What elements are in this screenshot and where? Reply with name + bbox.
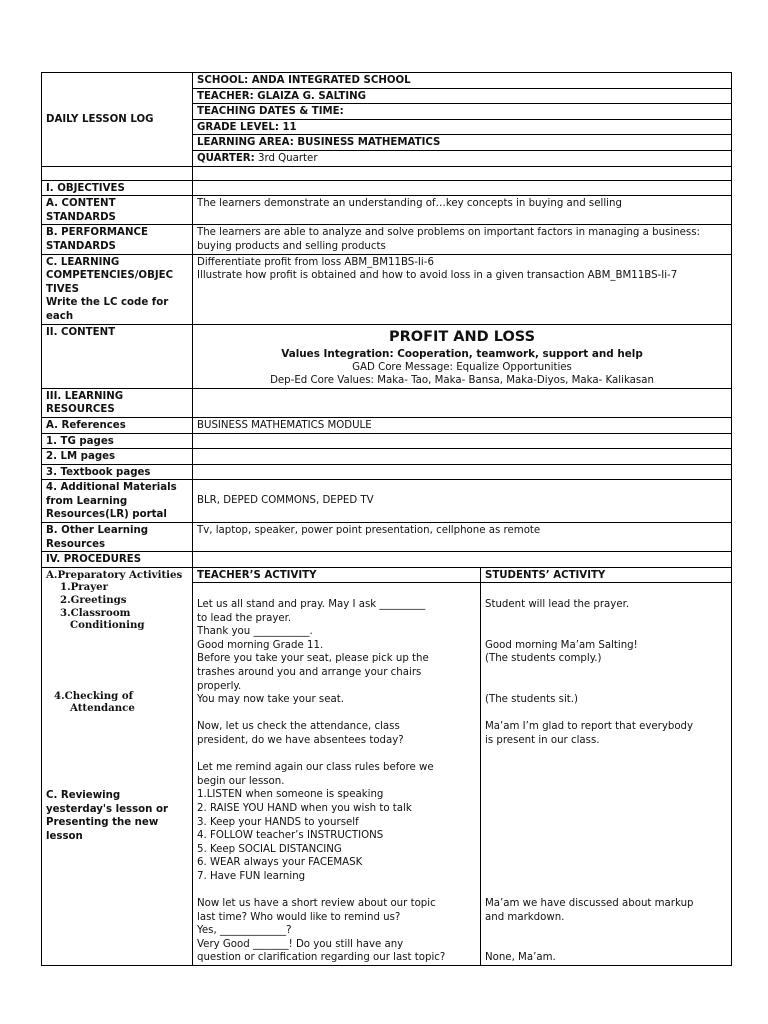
teacher-activity-line: 4. FOLLOW teacher’s INSTRUCTIONS [197, 830, 384, 842]
learning-resources-heading: III. LEARNING RESOURCES [42, 388, 193, 417]
learning-competencies-label [42, 254, 193, 324]
competency-item: Illustrate how profit is obtained and how to avoid loss in a given transaction ABM_BM11BS-Ii-7 [197, 270, 678, 282]
references-value: BUSINESS MATHEMATICS MODULE [193, 417, 732, 433]
quarter-label: QUARTER: [197, 152, 255, 164]
student-activity-line: Student will lead the prayer. [485, 599, 630, 611]
additional-materials-value: BLR, DEPED COMMONS, DEPED TV [193, 480, 732, 523]
other-resources-label: B. Other Learning Resources [42, 523, 193, 552]
blank-line [485, 680, 727, 694]
student-activity-line: Ma’am I’m glad to report that everybody [485, 721, 694, 733]
student-activity-line: None, Ma’am. [485, 952, 556, 964]
teacher-activity-line: You may now take your seat. [197, 694, 344, 706]
checking-attendance-step: 4.Checking of [54, 689, 134, 702]
lesson-title: PROFIT AND LOSS [388, 328, 536, 345]
learning-competencies-text [193, 254, 732, 324]
learning-area: LEARNING AREA: BUSINESS MATHEMATICS [193, 135, 732, 151]
competencies-code-note: Write the LC code for each [46, 297, 169, 322]
teacher-activity-line: Now, let us check the attendance, class [197, 721, 400, 733]
blank-line [197, 884, 476, 898]
additional-materials-label: 4. Additional Materials from Learning Resources(LR) portal [42, 480, 193, 523]
procedure-steps [42, 567, 193, 965]
teacher-name: TEACHER: GLAIZA G. SALTING [193, 88, 732, 104]
blank-line [485, 775, 727, 789]
student-activity-header: STUDENTS’ ACTIVITY [481, 567, 732, 583]
classroom-step: 3.Classroom [60, 606, 131, 619]
quarter-value: 3rd Quarter [254, 152, 318, 164]
blank-line [485, 707, 727, 721]
spacer-cell [193, 166, 732, 180]
student-activity-line: and markdown. [485, 911, 565, 923]
content-standards-text: The learners demonstrate an understanding of…key concepts in buying and selling [193, 196, 732, 225]
blank-line [485, 816, 727, 830]
competency-item: Differentiate profit from loss ABM_BM11BS-Ii-6 [197, 256, 434, 268]
lesson-log-document [41, 72, 731, 966]
objectives-heading: I. OBJECTIVES [42, 180, 193, 196]
blank-line [485, 843, 727, 857]
blank-line [485, 612, 727, 626]
teacher-activity-line: question or clarification regarding our last topic? [197, 952, 446, 964]
student-activity-line: (The students comply.) [485, 653, 602, 665]
reviewing-lesson-step: C. Reviewing yesterday's lesson or Presenting the new lesson [46, 790, 168, 842]
procedures-empty [193, 552, 732, 568]
greetings-step: 2.Greetings [60, 594, 127, 607]
teacher-activity-line: Very Good _______! Do you still have any [197, 938, 404, 950]
teacher-activity-header: TEACHER’S ACTIVITY [193, 567, 481, 583]
teacher-activity-line: 7. Have FUN learning [197, 870, 306, 882]
lesson-log-table [41, 72, 732, 966]
values-integration: Values Integration: Cooperation, teamwork, support and help [281, 347, 643, 360]
procedures-heading: IV. PROCEDURES [42, 552, 193, 568]
quarter [193, 150, 732, 166]
lm-pages-value [193, 449, 732, 465]
deped-core-values: Dep-Ed Core Values: Maka- Tao, Maka- Bansa, Maka-Diyos, Maka- Kalikasan [270, 375, 654, 387]
learning-resources-empty [193, 388, 732, 417]
teacher-activity-line: 2. RAISE YOU HAND when you wish to talk [197, 802, 412, 814]
daily-lesson-log-title: DAILY LESSON LOG [42, 73, 193, 167]
content-heading: II. CONTENT [42, 324, 193, 388]
tg-pages-value [193, 433, 732, 449]
objectives-empty [193, 180, 732, 196]
blank-line [485, 666, 727, 680]
student-activity-line: Good morning Ma’am Salting! [485, 639, 638, 651]
references-label: A. References [42, 417, 193, 433]
student-activity-column [481, 583, 732, 966]
blank-line [485, 761, 727, 775]
teacher-activity-line: 3. Keep your HANDS to yourself [197, 816, 359, 828]
blank-line [485, 938, 727, 952]
teacher-activity-line: Yes, _____________? [197, 925, 292, 937]
student-activity-line: is present in our class. [485, 734, 600, 746]
blank-line [197, 707, 476, 721]
student-activity-line: Ma’am we have discussed about markup [485, 898, 694, 910]
teacher-activity-line: trashes around you and arrange your chairs [197, 667, 422, 678]
textbook-pages-value [193, 464, 732, 480]
teacher-activity-line: 5. Keep SOCIAL DISTANCING [197, 843, 342, 855]
other-resources-value: Tv, laptop, speaker, power point presentation, cellphone as remote [193, 523, 732, 552]
performance-standards-text: The learners are able to analyze and solve problems on important factors in managing a business: buying products and selling products [193, 225, 732, 254]
spacer-cell [42, 166, 193, 180]
teacher-activity-line: Good morning Grade 11. [197, 639, 324, 651]
textbook-pages-label: 3. Textbook pages [42, 464, 193, 480]
blank-line [485, 748, 727, 762]
blank-line [485, 829, 727, 843]
teacher-activity-line: to lead the prayer. [197, 612, 292, 624]
blank-line [197, 748, 476, 762]
teacher-activity-line: last time? Who would like to remind us? [197, 911, 401, 923]
blank-line [485, 788, 727, 802]
attendance-step: Attendance [70, 702, 135, 715]
teacher-activity-line: Now let us have a short review about our topic [197, 898, 436, 910]
performance-standards-label: B. PERFORMANCE STANDARDS [42, 225, 193, 254]
preparatory-activities: A.Preparatory Activities [46, 568, 183, 581]
lm-pages-label: 2. LM pages [42, 449, 193, 465]
blank-line [485, 802, 727, 816]
content-standards-label: A. CONTENT STANDARDS [42, 196, 193, 225]
teaching-dates: TEACHING DATES & TIME: [193, 104, 732, 120]
blank-line [485, 584, 727, 598]
content-block [193, 324, 732, 388]
teacher-activity-line: 6. WEAR always your FACEMASK [197, 857, 363, 869]
teacher-activity-line: Let me remind again our class rules before we [197, 762, 434, 774]
blank-line [485, 870, 727, 884]
teacher-activity-line: 1.LISTEN when someone is speaking [197, 789, 384, 801]
blank-line [485, 884, 727, 898]
teacher-activity-line: president, do we have absentees today? [197, 734, 404, 746]
blank-line [485, 625, 727, 639]
grade-level: GRADE LEVEL: 11 [193, 119, 732, 135]
teacher-activity-line: Thank you ___________. [197, 626, 313, 638]
school-name: SCHOOL: ANDA INTEGRATED SCHOOL [193, 73, 732, 89]
teacher-activity-line: Let us all stand and pray. May I ask _________ [197, 599, 426, 611]
blank-line [197, 584, 476, 598]
teacher-activity-line: begin our lesson. [197, 775, 285, 787]
teacher-activity-line: Before you take your seat, please pick up the [197, 653, 429, 665]
tg-pages-label: 1. TG pages [42, 433, 193, 449]
competencies-title: C. LEARNING COMPETENCIES/OBJEC TIVES [46, 256, 174, 295]
conditioning-step: Conditioning [70, 619, 145, 632]
gad-core-message: GAD Core Message: Equalize Opportunities [352, 361, 572, 373]
blank-line [485, 856, 727, 870]
prayer-step: 1.Prayer [60, 581, 109, 594]
student-activity-line: (The students sit.) [485, 694, 578, 706]
blank-line [485, 924, 727, 938]
teacher-activity-column [193, 583, 481, 966]
teacher-activity-line: properly. [197, 680, 242, 692]
